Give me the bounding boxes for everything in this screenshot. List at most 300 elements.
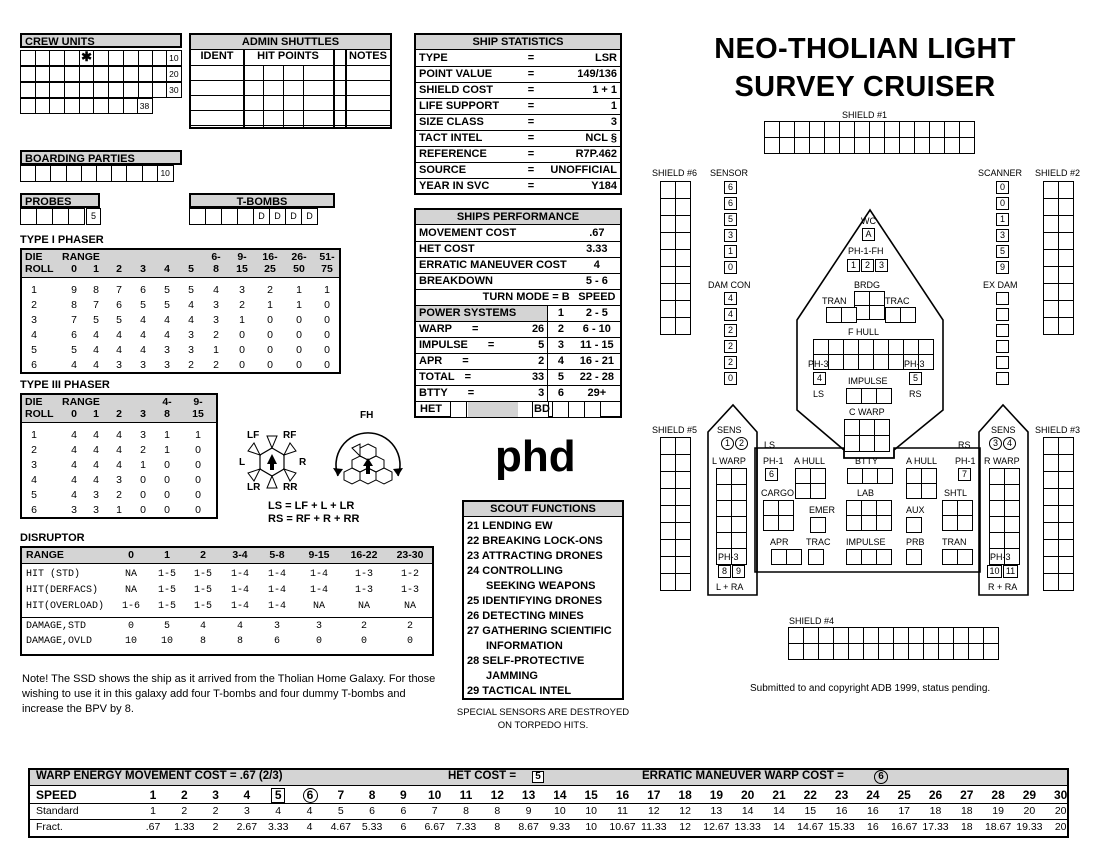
- lwarp-box[interactable]: [716, 468, 732, 485]
- shield-5-box[interactable]: [660, 471, 676, 489]
- bridge-box[interactable]: [869, 305, 885, 320]
- lwarp-box[interactable]: [731, 516, 747, 533]
- bd-box[interactable]: [568, 402, 585, 417]
- shield-1-box[interactable]: [944, 137, 960, 154]
- trac-aft-box[interactable]: [808, 549, 824, 565]
- shield-4-box[interactable]: [878, 627, 894, 644]
- impulse-aft-box[interactable]: [846, 549, 862, 565]
- fhull-box[interactable]: [918, 339, 934, 355]
- shield-4-box[interactable]: [818, 627, 834, 644]
- cargo-box[interactable]: [778, 500, 794, 516]
- ph1-l-box[interactable]: 6: [765, 468, 778, 481]
- ahull-r-box[interactable]: [921, 468, 937, 484]
- scanner-box[interactable]: 9: [996, 261, 1009, 274]
- shield-1-box[interactable]: [884, 137, 900, 154]
- shield-1-box[interactable]: [794, 137, 810, 154]
- shield-6-box[interactable]: [660, 181, 676, 199]
- fhull-box[interactable]: [903, 339, 919, 355]
- shield-6-box[interactable]: [675, 232, 691, 250]
- scanner-box[interactable]: 3: [996, 229, 1009, 242]
- cargo-box[interactable]: [763, 500, 779, 516]
- boarding-party-box[interactable]: [111, 165, 127, 182]
- shield-6-box[interactable]: [660, 198, 676, 216]
- damcon-box[interactable]: 0: [724, 372, 737, 385]
- rwarp-box[interactable]: [989, 468, 1005, 485]
- lab-box[interactable]: [846, 500, 862, 516]
- probe-box[interactable]: [36, 208, 53, 225]
- shield-6-box[interactable]: [660, 300, 676, 318]
- crew-box[interactable]: ✱: [79, 50, 95, 66]
- crew-box[interactable]: [93, 82, 109, 98]
- ahull-l-box[interactable]: [810, 468, 826, 484]
- crew-box[interactable]: [79, 66, 95, 82]
- rwarp-box[interactable]: [989, 548, 1005, 565]
- shield-3-box[interactable]: [1043, 522, 1059, 540]
- sens-l-box[interactable]: 1: [721, 437, 734, 450]
- crew-box[interactable]: [64, 98, 80, 114]
- crew-box[interactable]: [138, 50, 154, 66]
- tran-aft-box[interactable]: [942, 549, 958, 565]
- shield-4-box[interactable]: [848, 643, 864, 660]
- exdam-box[interactable]: [996, 356, 1009, 369]
- shtl-box[interactable]: [957, 500, 973, 516]
- shield-2-box[interactable]: [1043, 249, 1059, 267]
- crew-box[interactable]: [79, 98, 95, 114]
- emer-box[interactable]: [810, 517, 826, 533]
- shield-1-box[interactable]: [854, 121, 870, 138]
- damcon-box[interactable]: 2: [724, 356, 737, 369]
- lab-box[interactable]: [876, 500, 892, 516]
- shield-3-box[interactable]: [1043, 556, 1059, 574]
- shield-5-box[interactable]: [675, 454, 691, 472]
- shield-4-box[interactable]: [893, 627, 909, 644]
- bridge-box[interactable]: [854, 291, 870, 306]
- shield-3-box[interactable]: [1043, 437, 1059, 455]
- shield-5-box[interactable]: [675, 539, 691, 557]
- dummy-tbomb-box[interactable]: D: [269, 208, 286, 225]
- cwarp-box[interactable]: [874, 435, 890, 452]
- shield-4-box[interactable]: [923, 627, 939, 644]
- shield-6-box[interactable]: [675, 181, 691, 199]
- shield-4-box[interactable]: [983, 627, 999, 644]
- lwarp-box[interactable]: [731, 484, 747, 501]
- fhull-box[interactable]: [888, 339, 904, 355]
- ph1-r-box[interactable]: 7: [958, 468, 971, 481]
- crew-box[interactable]: [123, 50, 139, 66]
- rwarp-box[interactable]: [1004, 484, 1020, 501]
- shield-6-box[interactable]: [675, 249, 691, 267]
- rwarp-box[interactable]: [1004, 500, 1020, 517]
- probe-box[interactable]: [20, 208, 37, 225]
- shield-4-box[interactable]: [863, 627, 879, 644]
- scanner-box[interactable]: 0: [996, 181, 1009, 194]
- shield-5-box[interactable]: [675, 471, 691, 489]
- crew-box[interactable]: [123, 66, 139, 82]
- lwarp-box[interactable]: [731, 468, 747, 485]
- crew-box[interactable]: [93, 66, 109, 82]
- sens-l-box[interactable]: 2: [735, 437, 748, 450]
- shield-2-box[interactable]: [1058, 283, 1074, 301]
- dummy-tbomb-box[interactable]: D: [285, 208, 302, 225]
- crew-box[interactable]: [49, 50, 65, 66]
- boarding-party-box[interactable]: [126, 165, 142, 182]
- crew-box[interactable]: [108, 82, 124, 98]
- shield-4-box[interactable]: [908, 643, 924, 660]
- shield-4-box[interactable]: [803, 627, 819, 644]
- shield-4-box[interactable]: [803, 643, 819, 660]
- sensor-box[interactable]: 6: [724, 181, 737, 194]
- crew-box[interactable]: [20, 50, 36, 66]
- ahull-l-box[interactable]: [795, 468, 811, 484]
- cwarp-box[interactable]: [844, 435, 860, 452]
- shield-3-box[interactable]: [1043, 539, 1059, 557]
- bd-box[interactable]: [552, 402, 569, 417]
- fhull-box[interactable]: [858, 339, 874, 355]
- ahull-l-box[interactable]: [810, 483, 826, 499]
- shield-6-box[interactable]: [660, 266, 676, 284]
- rwarp-box[interactable]: [989, 532, 1005, 549]
- shield-1-box[interactable]: [764, 137, 780, 154]
- fhull-box[interactable]: [903, 354, 919, 370]
- damcon-box[interactable]: 2: [724, 340, 737, 353]
- exdam-box[interactable]: [996, 372, 1009, 385]
- shield-6-box[interactable]: [675, 266, 691, 284]
- shield-5-box[interactable]: [660, 454, 676, 472]
- shield-4-box[interactable]: [953, 627, 969, 644]
- fhull-box[interactable]: [828, 339, 844, 355]
- crew-box[interactable]: [35, 98, 51, 114]
- shield-1-box[interactable]: [884, 121, 900, 138]
- shield-1-box[interactable]: [914, 137, 930, 154]
- shield-1-box[interactable]: [779, 137, 795, 154]
- shield-5-box[interactable]: [675, 505, 691, 523]
- shield-5-box[interactable]: [675, 437, 691, 455]
- shield-2-box[interactable]: [1043, 317, 1059, 335]
- tbomb-box[interactable]: [221, 208, 238, 225]
- trac-box[interactable]: [885, 307, 901, 323]
- prb-box[interactable]: [906, 549, 922, 565]
- shield-2-box[interactable]: [1043, 232, 1059, 250]
- impulse-box[interactable]: [846, 388, 862, 404]
- btty-box[interactable]: [847, 468, 863, 484]
- shield-6-box[interactable]: [660, 249, 676, 267]
- shield-5-box[interactable]: [660, 488, 676, 506]
- shield-3-box[interactable]: [1043, 488, 1059, 506]
- shield-2-box[interactable]: [1058, 266, 1074, 284]
- impulse-box[interactable]: [861, 388, 877, 404]
- ph3-rra-box[interactable]: 10: [987, 565, 1002, 578]
- shield-3-box[interactable]: [1058, 522, 1074, 540]
- sensor-box[interactable]: 1: [724, 245, 737, 258]
- dummy-tbomb-box[interactable]: D: [253, 208, 270, 225]
- shield-2-box[interactable]: [1058, 249, 1074, 267]
- rwarp-box[interactable]: [989, 500, 1005, 517]
- scanner-box[interactable]: 1: [996, 213, 1009, 226]
- shield-1-box[interactable]: [959, 121, 975, 138]
- shield-6-box[interactable]: [660, 283, 676, 301]
- shield-2-box[interactable]: [1043, 283, 1059, 301]
- shield-5-box[interactable]: [675, 556, 691, 574]
- shield-1-box[interactable]: [914, 121, 930, 138]
- lwarp-box[interactable]: [716, 516, 732, 533]
- shield-6-box[interactable]: [660, 317, 676, 335]
- btty-box[interactable]: [877, 468, 893, 484]
- rwarp-box[interactable]: [989, 516, 1005, 533]
- shield-1-box[interactable]: [899, 121, 915, 138]
- bd-box[interactable]: [584, 402, 601, 417]
- trac-box[interactable]: [900, 307, 916, 323]
- ph1-fh-box[interactable]: 1: [847, 259, 860, 272]
- shield-1-box[interactable]: [779, 121, 795, 138]
- exdam-box[interactable]: [996, 340, 1009, 353]
- cwarp-box[interactable]: [844, 419, 860, 436]
- shield-2-box[interactable]: [1043, 300, 1059, 318]
- crew-box[interactable]: [20, 82, 36, 98]
- crew-box[interactable]: [64, 82, 80, 98]
- ph3-rra-box[interactable]: 11: [1003, 565, 1018, 578]
- shield-1-box[interactable]: [824, 121, 840, 138]
- shield-1-box[interactable]: [809, 137, 825, 154]
- crew-box[interactable]: [35, 66, 51, 82]
- shield-3-box[interactable]: [1058, 556, 1074, 574]
- shield-4-box[interactable]: [788, 627, 804, 644]
- ph3-ls-box[interactable]: 4: [813, 372, 826, 385]
- shield-1-box[interactable]: [809, 121, 825, 138]
- shield-6-box[interactable]: [675, 300, 691, 318]
- shield-5-box[interactable]: [660, 556, 676, 574]
- lwarp-box[interactable]: [716, 548, 732, 565]
- shield-3-box[interactable]: [1043, 454, 1059, 472]
- shield-6-box[interactable]: [675, 215, 691, 233]
- fhull-box[interactable]: [873, 339, 889, 355]
- tbomb-box[interactable]: [189, 208, 206, 225]
- crew-box[interactable]: [20, 98, 36, 114]
- aux-box[interactable]: [906, 517, 922, 533]
- damcon-box[interactable]: 4: [724, 292, 737, 305]
- shield-6-box[interactable]: [660, 232, 676, 250]
- shield-3-box[interactable]: [1043, 573, 1059, 591]
- rwarp-box[interactable]: [989, 484, 1005, 501]
- impulse-box[interactable]: [876, 388, 892, 404]
- shtl-box[interactable]: [957, 515, 973, 531]
- lwarp-box[interactable]: [731, 548, 747, 565]
- crew-box[interactable]: [93, 98, 109, 114]
- exdam-box[interactable]: [996, 308, 1009, 321]
- shield-1-box[interactable]: [764, 121, 780, 138]
- shield-6-box[interactable]: [675, 317, 691, 335]
- rwarp-box[interactable]: [1004, 532, 1020, 549]
- crew-box[interactable]: [64, 66, 80, 82]
- shield-1-box[interactable]: [944, 121, 960, 138]
- lab-box[interactable]: [861, 515, 877, 531]
- fhull-box[interactable]: [873, 354, 889, 370]
- shield-4-box[interactable]: [938, 627, 954, 644]
- shield-5-box[interactable]: [675, 573, 691, 591]
- ahull-l-box[interactable]: [795, 483, 811, 499]
- shield-6-box[interactable]: [675, 283, 691, 301]
- damcon-box[interactable]: 4: [724, 308, 737, 321]
- shield-3-box[interactable]: [1058, 437, 1074, 455]
- fhull-box[interactable]: [843, 339, 859, 355]
- rwarp-box[interactable]: [1004, 516, 1020, 533]
- shield-3-box[interactable]: [1058, 488, 1074, 506]
- apr-box[interactable]: [786, 549, 802, 565]
- shield-3-box[interactable]: [1043, 505, 1059, 523]
- shtl-box[interactable]: [942, 515, 958, 531]
- shield-2-box[interactable]: [1058, 198, 1074, 216]
- ahull-r-box[interactable]: [906, 468, 922, 484]
- sens-r-box[interactable]: 4: [1003, 437, 1016, 450]
- crew-box[interactable]: [123, 82, 139, 98]
- wc-box[interactable]: A: [862, 228, 875, 241]
- boarding-party-box[interactable]: [81, 165, 97, 182]
- shield-2-box[interactable]: [1043, 215, 1059, 233]
- rwarp-box[interactable]: [1004, 548, 1020, 565]
- sensor-box[interactable]: 5: [724, 213, 737, 226]
- crew-box[interactable]: [108, 50, 124, 66]
- shield-3-box[interactable]: [1043, 471, 1059, 489]
- impulse-aft-box[interactable]: [861, 549, 877, 565]
- shield-1-box[interactable]: [839, 137, 855, 154]
- cargo-box[interactable]: [763, 515, 779, 531]
- shield-2-box[interactable]: [1043, 181, 1059, 199]
- fhull-box[interactable]: [813, 354, 829, 370]
- shield-4-box[interactable]: [878, 643, 894, 660]
- fhull-box[interactable]: [828, 354, 844, 370]
- crew-box[interactable]: [49, 82, 65, 98]
- shield-6-box[interactable]: [660, 215, 676, 233]
- ahull-r-box[interactable]: [906, 483, 922, 499]
- fhull-box[interactable]: [918, 354, 934, 370]
- shield-1-box[interactable]: [959, 137, 975, 154]
- shield-5-box[interactable]: [660, 573, 676, 591]
- lab-box[interactable]: [861, 500, 877, 516]
- boarding-party-box[interactable]: [142, 165, 158, 182]
- sensor-box[interactable]: 6: [724, 197, 737, 210]
- shield-1-box[interactable]: [899, 137, 915, 154]
- shield-5-box[interactable]: [675, 488, 691, 506]
- lwarp-box[interactable]: [716, 484, 732, 501]
- sensor-box[interactable]: 0: [724, 261, 737, 274]
- crew-box[interactable]: [49, 66, 65, 82]
- shield-5-box[interactable]: [660, 539, 676, 557]
- shield-1-box[interactable]: [839, 121, 855, 138]
- dummy-tbomb-box[interactable]: D: [301, 208, 318, 225]
- shield-2-box[interactable]: [1058, 232, 1074, 250]
- fhull-box[interactable]: [858, 354, 874, 370]
- shield-4-box[interactable]: [968, 627, 984, 644]
- shield-2-box[interactable]: [1058, 181, 1074, 199]
- shield-1-box[interactable]: [929, 137, 945, 154]
- exdam-box[interactable]: [996, 324, 1009, 337]
- shield-4-box[interactable]: [953, 643, 969, 660]
- probe-box[interactable]: [68, 208, 85, 225]
- crew-box[interactable]: [64, 50, 80, 66]
- shield-4-box[interactable]: [833, 643, 849, 660]
- shield-4-box[interactable]: [863, 643, 879, 660]
- shield-3-box[interactable]: [1058, 505, 1074, 523]
- shield-5-box[interactable]: [660, 437, 676, 455]
- crew-box[interactable]: [20, 66, 36, 82]
- crew-box[interactable]: [35, 50, 51, 66]
- cargo-box[interactable]: [778, 515, 794, 531]
- het-box[interactable]: [450, 402, 467, 417]
- shield-4-box[interactable]: [893, 643, 909, 660]
- sens-r-box[interactable]: 3: [989, 437, 1002, 450]
- rwarp-box[interactable]: [1004, 468, 1020, 485]
- boarding-party-box[interactable]: [66, 165, 82, 182]
- exdam-box[interactable]: [996, 292, 1009, 305]
- crew-box[interactable]: [138, 66, 154, 82]
- shield-1-box[interactable]: [869, 137, 885, 154]
- shield-4-box[interactable]: [818, 643, 834, 660]
- shield-3-box[interactable]: [1058, 573, 1074, 591]
- crew-box[interactable]: [35, 82, 51, 98]
- fhull-box[interactable]: [813, 339, 829, 355]
- shield-2-box[interactable]: [1058, 300, 1074, 318]
- bridge-box[interactable]: [869, 291, 885, 306]
- shield-5-box[interactable]: [660, 505, 676, 523]
- shield-2-box[interactable]: [1043, 266, 1059, 284]
- crew-box[interactable]: [108, 66, 124, 82]
- lab-box[interactable]: [846, 515, 862, 531]
- boarding-party-box[interactable]: [50, 165, 66, 182]
- cwarp-box[interactable]: [859, 435, 875, 452]
- crew-box[interactable]: [79, 82, 95, 98]
- shield-2-box[interactable]: [1058, 215, 1074, 233]
- shield-4-box[interactable]: [788, 643, 804, 660]
- probe-box[interactable]: [52, 208, 69, 225]
- boarding-party-box[interactable]: [35, 165, 51, 182]
- shield-4-box[interactable]: [938, 643, 954, 660]
- sensor-box[interactable]: 3: [724, 229, 737, 242]
- damcon-box[interactable]: 2: [724, 324, 737, 337]
- tran-box[interactable]: [841, 307, 857, 323]
- shield-3-box[interactable]: [1058, 454, 1074, 472]
- shield-4-box[interactable]: [968, 643, 984, 660]
- shield-1-box[interactable]: [929, 121, 945, 138]
- ph1-fh-box[interactable]: 3: [875, 259, 888, 272]
- tran-box[interactable]: [826, 307, 842, 323]
- lwarp-box[interactable]: [716, 500, 732, 517]
- tbomb-box[interactable]: [237, 208, 254, 225]
- shield-6-box[interactable]: [675, 198, 691, 216]
- shield-4-box[interactable]: [908, 627, 924, 644]
- shtl-box[interactable]: [942, 500, 958, 516]
- het-box[interactable]: [516, 402, 533, 417]
- shield-1-box[interactable]: [824, 137, 840, 154]
- impulse-aft-box[interactable]: [876, 549, 892, 565]
- btty-box[interactable]: [862, 468, 878, 484]
- shield-4-box[interactable]: [833, 627, 849, 644]
- shield-2-box[interactable]: [1043, 198, 1059, 216]
- shield-1-box[interactable]: [794, 121, 810, 138]
- crew-box[interactable]: [108, 98, 124, 114]
- tran-aft-box[interactable]: [957, 549, 973, 565]
- shield-5-box[interactable]: [675, 522, 691, 540]
- shield-5-box[interactable]: [660, 522, 676, 540]
- scanner-box[interactable]: 5: [996, 245, 1009, 258]
- boarding-party-box[interactable]: [96, 165, 112, 182]
- lwarp-box[interactable]: [731, 532, 747, 549]
- shield-4-box[interactable]: [848, 627, 864, 644]
- lwarp-box[interactable]: [716, 532, 732, 549]
- scanner-box[interactable]: 0: [996, 197, 1009, 210]
- fhull-box[interactable]: [843, 354, 859, 370]
- shield-1-box[interactable]: [854, 137, 870, 154]
- cwarp-box[interactable]: [874, 419, 890, 436]
- shield-4-box[interactable]: [983, 643, 999, 660]
